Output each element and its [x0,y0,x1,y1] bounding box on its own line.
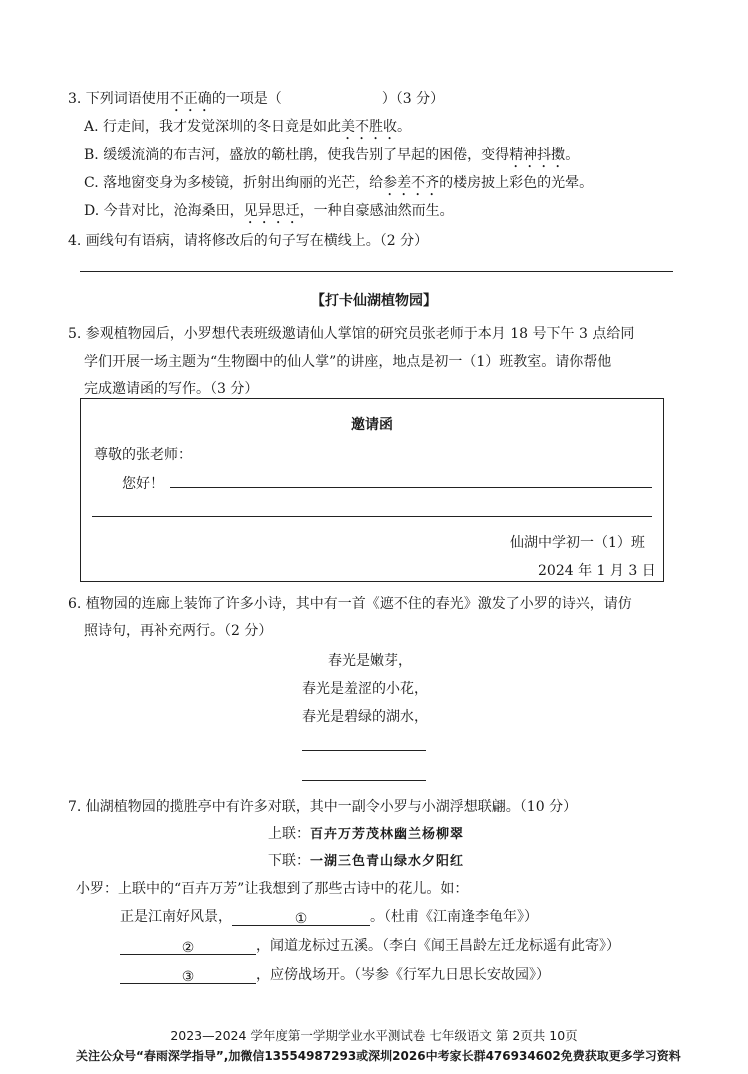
letter-answer-line-1[interactable] [170,487,652,488]
poem-answer-line-2[interactable] [302,780,426,781]
q3-option-c: C. 落地窗变身为多棱镜，折射出绚丽的光芒，给参差不齐的楼房披上彩色的光晕。 [84,175,594,191]
q5-line3: 完成邀请函的写作。（3 分） [84,381,259,397]
promo-line: 关注公众号“春雨深学指导”,加微信13554987293或深圳2026中考家长群476934602免费获取更多学习资料 [76,1049,681,1063]
poem-line-3: 春光是碧绿的湖水， [302,709,428,725]
poem-line-1: 春光是嫩芽， [328,653,412,669]
couplet-lower-text: 一湖三色青山绿水夕阳红 [310,854,465,869]
poem-answer-line-1[interactable] [302,750,426,751]
q7-intro: 小罗：上联中的“百卉万芳”让我想到了那些古诗中的花儿。如： [76,881,469,897]
couplet-lower-label: 下联： [268,853,310,869]
letter-signature: 仙湖中学初一（1）班 [510,535,645,551]
letter-greeting: 您好！ [122,476,164,492]
q3-option-d: D. 今昔对比，沧海桑田，见异思迁，一种自豪感油然而生。 [84,203,454,219]
q7-line-1: 正是江南好风景， ① 。（杜甫《江南逢李龟年》） [120,909,538,927]
couplet-upper [268,823,464,843]
q3-stem: 3. 下列词语使用不正确的一项是（ ）（3 分） [68,91,445,107]
q4-stem: 4. 画线句有语病，请将修改后的句子写在横线上。（2 分） [68,233,429,249]
letter-answer-line-2[interactable] [92,516,652,517]
q5-line1: 5. 参观植物园后，小罗想代表班级邀请仙人掌馆的研究员张老师于本月 18 号下午 3 点给同 [68,326,635,342]
q7-line-3: ③ ，应傍战场开。（岑参《行军九日思长安故园》） [120,964,550,984]
q5-line2: 学们开展一场主题为“生物圈中的仙人掌”的讲座，地点是初一（1）班教室。请你帮他 [84,354,612,370]
couplet-upper-label: 上联： [268,826,310,842]
q4-answer-line[interactable] [80,271,673,272]
letter-title: 邀请函 [351,417,393,433]
page-footer: 2023—2024 学年度第一学期学业水平测试卷 七年级语文 第 2页共 10页 [170,1028,578,1043]
blank-3[interactable]: ③ [120,969,256,984]
q6-line2: 照诗句，再补充两行。（2 分） [84,623,273,639]
blank-2[interactable]: ② [120,940,256,955]
blank-1[interactable]: ① [232,911,370,926]
letter-salutation: 尊敬的张老师： [94,447,192,463]
q3-option-b: B. 缓缓流淌的布吉河，盛放的簕杜鹃，使我告别了早起的困倦，变得精神抖擞。 [84,147,580,163]
q7-stem: 7. 仙湖植物园的揽胜亭中有许多对联，其中一副令小罗与小湖浮想联翩。（10 分） [68,799,578,815]
poem-line-2: 春光是羞涩的小花， [302,681,428,697]
letter-date: 2024 年 1 月 3 日 [538,563,656,579]
section-title: 【打卡仙湖植物园】 [311,293,437,309]
q3-option-a: A. 行走间，我才发觉深圳的冬日竟是如此美不胜收。 [84,119,412,135]
couplet-upper-text: 百卉万芳茂林幽兰杨柳翠 [310,827,465,842]
q6-line1: 6. 植物园的连廊上装饰了许多小诗，其中有一首《遮不住的春光》激发了小罗的诗兴，请仿 [68,596,632,612]
couplet-lower [268,850,464,870]
q7-line-2: ② ，闻道龙标过五溪。（李白《闻王昌龄左迁龙标遥有此寄》） [120,935,620,955]
